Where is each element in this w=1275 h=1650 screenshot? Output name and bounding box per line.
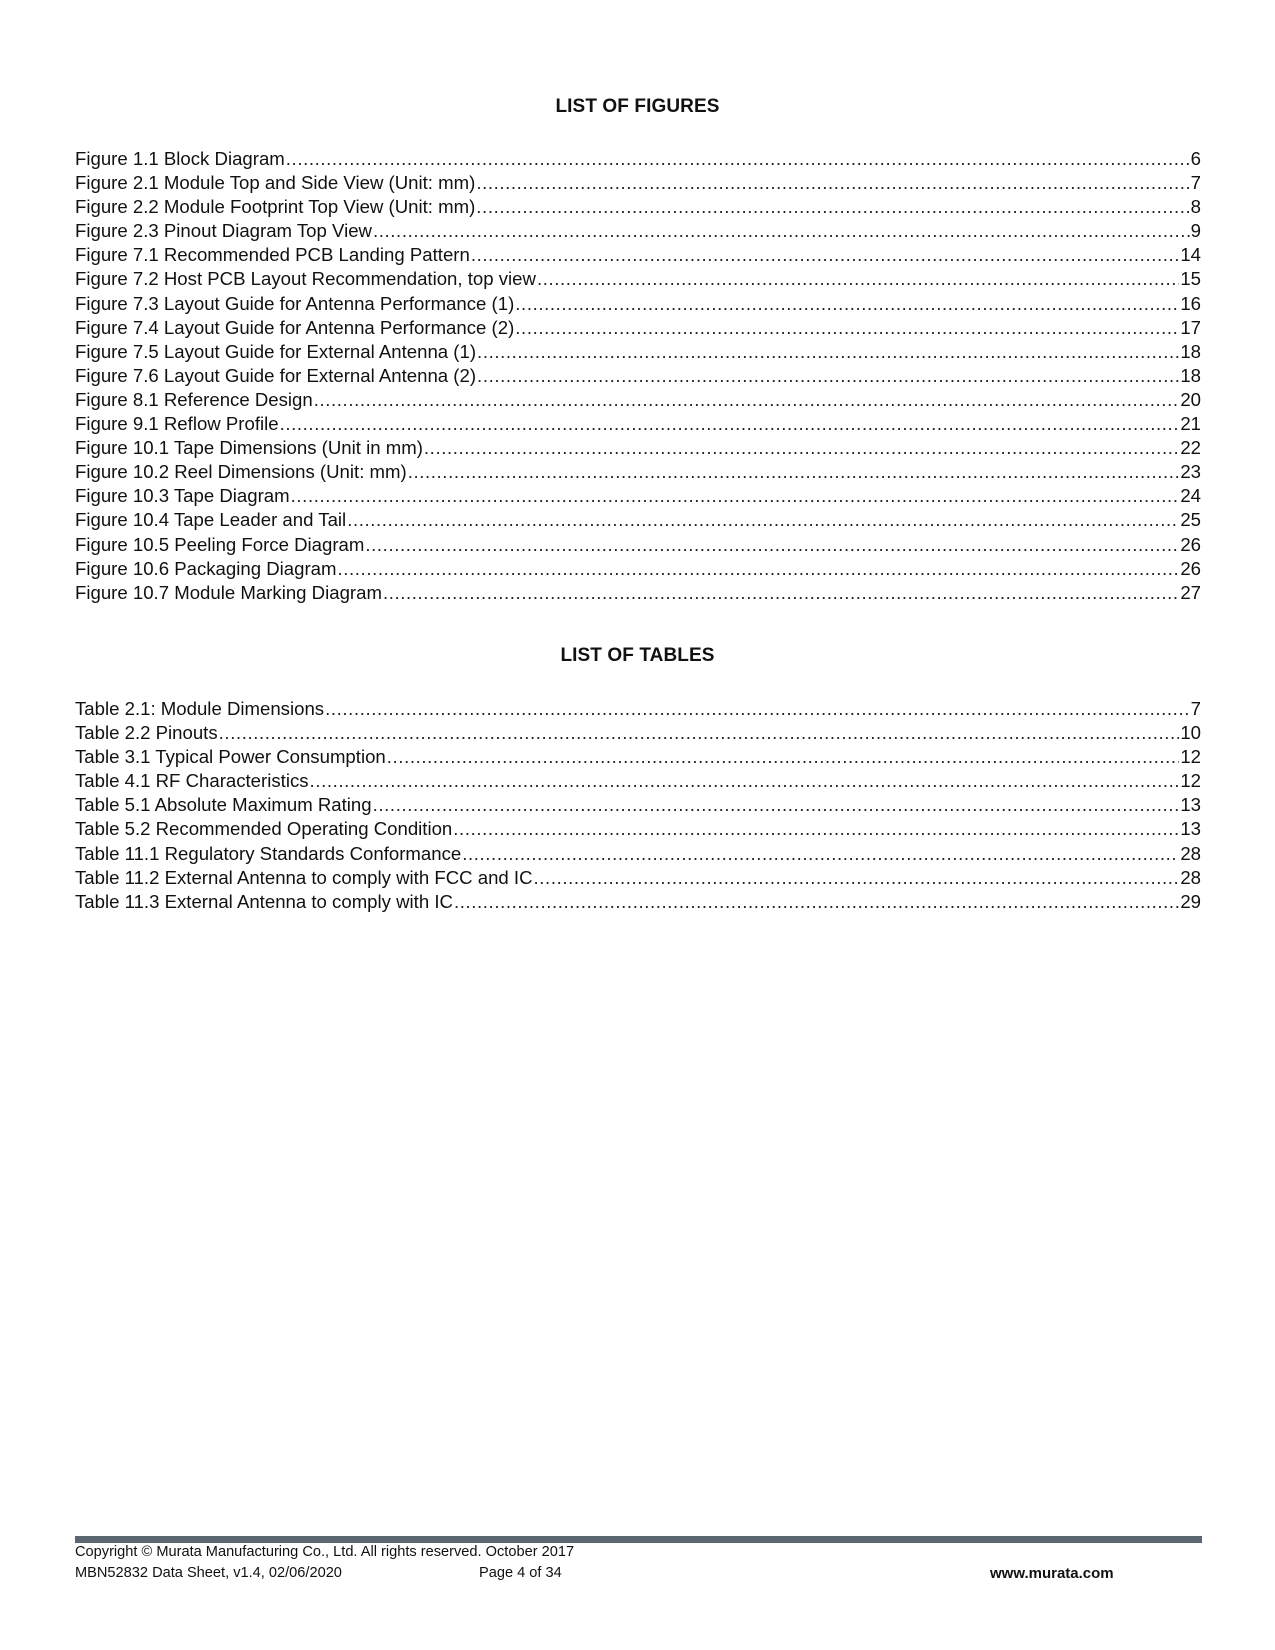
figure-toc-entry[interactable] xyxy=(75,219,1201,243)
table-entry-title: Table 5.1 Absolute Maximum Rating xyxy=(75,794,372,816)
figure-entry-page-number: 21 xyxy=(1180,413,1201,435)
figure-toc-entry[interactable] xyxy=(75,292,1201,316)
figure-entry-page-number: 26 xyxy=(1180,557,1201,579)
table-toc-entry[interactable] xyxy=(75,745,1201,769)
table-entry-title: Table 11.3 External Antenna to comply with IC xyxy=(75,890,453,912)
figure-entry-page-number: 16 xyxy=(1180,292,1201,314)
figure-entry-title: Figure 10.5 Peeling Force Diagram xyxy=(75,533,365,555)
figure-entry-title: Figure 7.6 Layout Guide for External Antenna (2) xyxy=(75,364,477,386)
figure-entry-title: Figure 8.1 Reference Design xyxy=(75,388,313,410)
table-toc-entry[interactable] xyxy=(75,842,1201,866)
dot-leader xyxy=(471,243,1179,267)
figure-toc-entry[interactable] xyxy=(75,581,1201,605)
figure-entry-page-number: 22 xyxy=(1180,437,1201,459)
dot-leader xyxy=(387,745,1180,769)
figure-entry-title: Figure 10.6 Packaging Diagram xyxy=(75,557,337,579)
dot-leader xyxy=(280,412,1180,436)
figure-entry-page-number: 9 xyxy=(1190,220,1201,242)
table-toc-entry[interactable] xyxy=(75,890,1201,914)
dot-leader xyxy=(310,769,1180,793)
table-entry-page-number: 12 xyxy=(1180,746,1201,768)
figure-toc-entry[interactable] xyxy=(75,340,1201,364)
figure-entry-page-number: 15 xyxy=(1180,268,1201,290)
figure-entry-page-number: 17 xyxy=(1180,316,1201,338)
dot-leader xyxy=(291,484,1180,508)
list-of-figures-heading: LIST OF FIGURES xyxy=(555,96,720,117)
dot-leader xyxy=(314,388,1180,412)
figure-toc-entry[interactable] xyxy=(75,195,1201,219)
table-toc-entry[interactable] xyxy=(75,697,1201,721)
dot-leader xyxy=(286,147,1190,171)
figure-toc-entry[interactable] xyxy=(75,364,1201,388)
figure-toc-entry[interactable] xyxy=(75,436,1201,460)
table-entry-page-number: 13 xyxy=(1180,818,1201,840)
table-toc-entry[interactable] xyxy=(75,817,1201,841)
figure-toc-entry[interactable] xyxy=(75,508,1201,532)
figure-toc-entry[interactable] xyxy=(75,557,1201,581)
footer-copyright: Copyright © Murata Manufacturing Co., Ltd. All rights reserved. October 2017 xyxy=(75,1544,575,1560)
table-toc-entry[interactable] xyxy=(75,793,1201,817)
figure-entry-title: Figure 10.2 Reel Dimensions (Unit: mm) xyxy=(75,461,407,483)
figure-entry-title: Figure 10.7 Module Marking Diagram xyxy=(75,581,382,603)
table-toc-entry[interactable] xyxy=(75,721,1201,745)
table-entry-title: Table 5.2 Recommended Operating Condition xyxy=(75,818,453,840)
figure-toc-entry[interactable] xyxy=(75,388,1201,412)
figure-entry-page-number: 8 xyxy=(1190,196,1201,218)
figure-toc-entry[interactable] xyxy=(75,533,1201,557)
dot-leader xyxy=(347,508,1179,532)
figure-toc-entry[interactable] xyxy=(75,484,1201,508)
table-entry-page-number: 7 xyxy=(1190,698,1201,719)
dot-leader xyxy=(383,581,1179,605)
dot-leader xyxy=(476,195,1189,219)
figure-toc-entry[interactable] xyxy=(75,243,1201,267)
figure-entry-page-number: 25 xyxy=(1180,509,1201,531)
dot-leader xyxy=(424,436,1179,460)
figure-toc-entry[interactable] xyxy=(75,147,1201,171)
figure-entry-title: Figure 10.1 Tape Dimensions (Unit in mm) xyxy=(75,437,423,459)
table-toc-entry[interactable] xyxy=(75,769,1201,793)
figure-entry-title: Figure 7.4 Layout Guide for Antenna Performance (2) xyxy=(75,316,515,338)
figure-entry-title: Figure 2.1 Module Top and Side View (Unit: mm) xyxy=(75,172,476,194)
table-entry-title: Table 3.1 Typical Power Consumption xyxy=(75,746,386,768)
table-entry-page-number: 10 xyxy=(1180,722,1201,744)
dot-leader xyxy=(373,793,1180,817)
table-entry-page-number: 28 xyxy=(1180,866,1201,888)
figure-entry-title: Figure 7.2 Host PCB Layout Recommendation, top view xyxy=(75,268,536,290)
table-entry-title: Table 2.2 Pinouts xyxy=(75,722,218,744)
table-entry-title: Table 11.1 Regulatory Standards Conformance xyxy=(75,842,462,864)
figure-entry-page-number: 20 xyxy=(1180,388,1201,410)
figure-toc-entry[interactable] xyxy=(75,412,1201,436)
dot-leader xyxy=(373,219,1190,243)
dot-leader xyxy=(462,842,1179,866)
dot-leader xyxy=(537,267,1179,291)
figure-entry-page-number: 23 xyxy=(1180,461,1201,483)
footer-sheet-info: MBN52832 Data Sheet, v1.4, 02/06/2020 xyxy=(75,1565,342,1581)
dot-leader xyxy=(454,890,1179,914)
figure-entry-page-number: 26 xyxy=(1180,533,1201,555)
figure-entry-page-number: 18 xyxy=(1180,340,1201,362)
footer-page-number: Page 4 of 34 xyxy=(479,1565,562,1581)
figure-entry-page-number: 24 xyxy=(1180,485,1201,507)
figure-entry-title: Figure 2.2 Module Footprint Top View (Unit: mm) xyxy=(75,196,476,218)
dot-leader xyxy=(477,364,1179,388)
figure-entry-title: Figure 10.3 Tape Diagram xyxy=(75,485,290,507)
table-entry-page-number: 29 xyxy=(1180,890,1201,912)
table-entry-page-number: 12 xyxy=(1180,770,1201,792)
dot-leader xyxy=(408,460,1180,484)
table-toc-entry[interactable] xyxy=(75,866,1201,890)
footer-divider xyxy=(75,1536,1202,1543)
figure-entry-title: Figure 1.1 Block Diagram xyxy=(75,148,285,169)
figure-entry-title: Figure 2.3 Pinout Diagram Top View xyxy=(75,220,372,242)
footer-website-link[interactable]: www.murata.com xyxy=(990,1565,1114,1582)
tables-toc-list xyxy=(75,697,1201,914)
dot-leader xyxy=(477,340,1179,364)
dot-leader xyxy=(219,721,1180,745)
figure-entry-title: Figure 7.1 Recommended PCB Landing Pattern xyxy=(75,244,470,266)
table-entry-title: Table 4.1 RF Characteristics xyxy=(75,770,309,792)
list-of-tables-heading: LIST OF TABLES xyxy=(560,645,715,666)
figure-entry-title: Figure 10.4 Tape Leader and Tail xyxy=(75,509,347,531)
figure-entry-page-number: 14 xyxy=(1180,244,1201,266)
table-entry-page-number: 28 xyxy=(1180,842,1201,864)
dot-leader xyxy=(337,557,1179,581)
dot-leader xyxy=(476,171,1189,195)
figure-entry-page-number: 6 xyxy=(1190,148,1201,169)
figure-entry-page-number: 27 xyxy=(1180,581,1201,603)
dot-leader xyxy=(365,533,1179,557)
figure-entry-title: Figure 7.3 Layout Guide for Antenna Performance (1) xyxy=(75,292,515,314)
figure-entry-title: Figure 7.5 Layout Guide for External Antenna (1) xyxy=(75,340,477,362)
table-entry-title: Table 2.1: Module Dimensions xyxy=(75,698,325,719)
table-entry-page-number: 13 xyxy=(1180,794,1201,816)
dot-leader xyxy=(453,817,1179,841)
figure-toc-entry[interactable] xyxy=(75,267,1201,291)
table-entry-title: Table 11.2 External Antenna to comply with FCC and IC xyxy=(75,866,533,888)
dot-leader xyxy=(534,866,1180,890)
figure-entry-page-number: 7 xyxy=(1190,172,1201,194)
figure-toc-entry[interactable] xyxy=(75,171,1201,195)
figure-toc-entry[interactable] xyxy=(75,460,1201,484)
figure-entry-title: Figure 9.1 Reflow Profile xyxy=(75,413,279,435)
figure-entry-page-number: 18 xyxy=(1180,364,1201,386)
figures-toc-list xyxy=(75,147,1201,605)
dot-leader xyxy=(515,316,1179,340)
dot-leader xyxy=(325,697,1190,721)
figure-toc-entry[interactable] xyxy=(75,316,1201,340)
dot-leader xyxy=(515,292,1179,316)
